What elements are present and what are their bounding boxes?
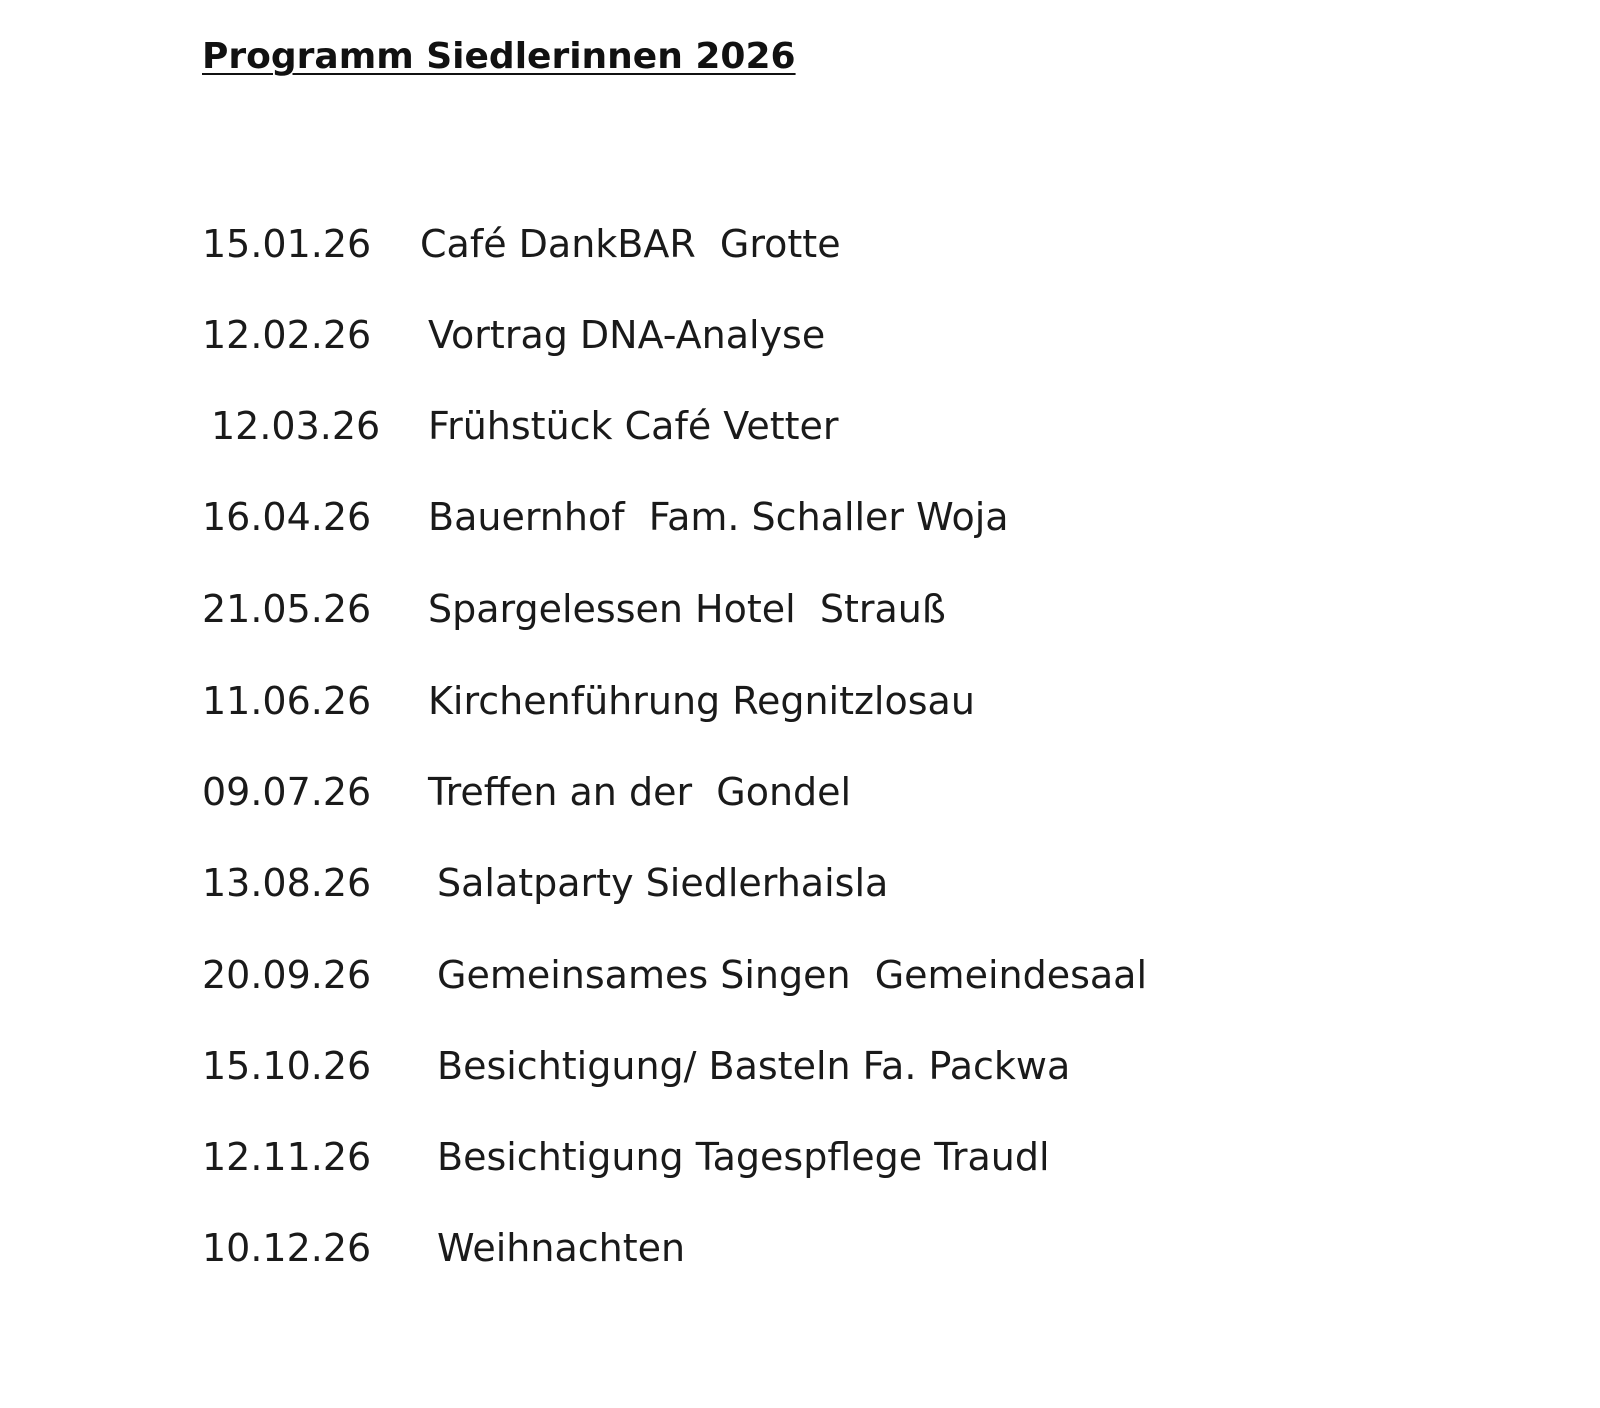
event-title: Frühstück Café Vetter xyxy=(428,404,839,448)
event-date: 21.05.26 xyxy=(202,587,372,631)
event-date: 15.01.26 xyxy=(202,222,372,266)
event-row xyxy=(0,396,1600,456)
event-row xyxy=(0,853,1600,913)
event-title: Bauernhof Fam. Schaller Woja xyxy=(428,495,1009,539)
event-row xyxy=(0,487,1600,547)
event-title: Gemeinsames Singen Gemeindesaal xyxy=(437,953,1148,997)
event-title: Spargelessen Hotel Strauß xyxy=(428,587,946,631)
event-row xyxy=(0,305,1600,365)
event-row xyxy=(0,214,1600,274)
event-date: 11.06.26 xyxy=(202,679,372,723)
event-date: 09.07.26 xyxy=(202,770,372,814)
event-row xyxy=(0,579,1600,639)
event-date: 12.03.26 xyxy=(211,404,381,448)
event-date: 10.12.26 xyxy=(202,1226,372,1270)
document-title: Programm Siedlerinnen 2026 xyxy=(202,36,796,77)
event-title: Kirchenführung Regnitzlosau xyxy=(428,679,975,723)
event-row xyxy=(0,1036,1600,1096)
event-title: Café DankBAR Grotte xyxy=(420,222,841,266)
event-title: Salatparty Siedlerhaisla xyxy=(437,861,889,905)
event-date: 12.11.26 xyxy=(202,1135,372,1179)
event-date: 15.10.26 xyxy=(202,1044,372,1088)
event-title: Vortrag DNA-Analyse xyxy=(428,313,826,357)
event-title: Besichtigung/ Basteln Fa. Packwa xyxy=(437,1044,1071,1088)
event-title: Treffen an der Gondel xyxy=(428,770,852,814)
event-row xyxy=(0,1218,1600,1278)
event-date: 16.04.26 xyxy=(202,495,372,539)
event-title: Besichtigung Tagespflege Traudl xyxy=(437,1135,1050,1179)
event-title: Weihnachten xyxy=(437,1226,686,1270)
event-date: 20.09.26 xyxy=(202,953,372,997)
event-row xyxy=(0,762,1600,822)
event-date: 12.02.26 xyxy=(202,313,372,357)
event-date: 13.08.26 xyxy=(202,861,372,905)
event-row xyxy=(0,1127,1600,1187)
event-row xyxy=(0,945,1600,1005)
event-row xyxy=(0,671,1600,731)
